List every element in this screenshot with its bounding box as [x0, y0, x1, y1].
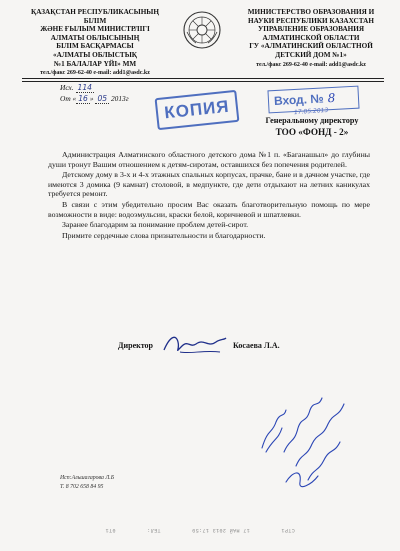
letterhead-line: «АЛМАТЫ ОБЛЫСТЫҚ	[53, 50, 137, 59]
letterhead-line: ДЕТСКИЙ ДОМ №1»	[275, 50, 347, 59]
signer-title: Директор	[118, 341, 153, 350]
copy-stamp: КОПИЯ	[155, 90, 240, 130]
incoming-stamp-number: 8	[327, 90, 336, 106]
body-paragraph: Администрация Алматинского областного детского дома №1 п. «Баганашыл» до глубины души тронут Вашим отношением к детям-сиротам, оставшихся без попечения родителей.	[48, 150, 370, 169]
body-paragraph: Заранее благодарим за понимание проблем детей-сирот.	[62, 220, 249, 230]
letterhead-line: УПРАВЛЕНИЕ ОБРАЗОВАНИЯ	[257, 25, 365, 34]
state-emblem-icon	[182, 10, 222, 50]
letterhead-divider	[22, 78, 384, 79]
letterhead-line: ЖӘНЕ ҒЫЛЫМ МИНИСТРЛІГІ	[40, 25, 150, 34]
fax-footer-part: 17 МАЙ 2013 17:50	[191, 527, 250, 533]
letterhead-line: ГУ «АЛМАТИНСКИЙ ОБЛАСТНОЙ	[249, 42, 373, 51]
outgoing-number-label: Исх.	[60, 83, 74, 92]
fax-footer-part: СТР1	[281, 527, 295, 533]
fax-transmission-footer	[0, 527, 400, 533]
letterhead-line: НАУКИ РЕСПУБЛИКИ КАЗАХСТАН	[248, 16, 374, 25]
letterhead-contact: тел./факс 269-62-40 e-mail: add1@asdc.kz	[256, 61, 366, 68]
addressee-organization: ТОО «ФОНД - 2»	[275, 126, 349, 137]
body-paragraph: Примите сердечные слова признательности и благодарности.	[62, 230, 266, 240]
signer-name: Косаева Л.А.	[233, 341, 280, 350]
letterhead-line: МИНИСТЕРСТВО ОБРАЗОВАНИЯ И	[247, 8, 375, 16]
outgoing-day: 16	[78, 94, 88, 103]
letter-body	[48, 150, 370, 241]
outgoing-date-label: От «	[60, 94, 77, 103]
incoming-stamp-date: 17.05.2013	[293, 106, 329, 117]
executor-info	[60, 474, 114, 492]
letterhead-line: АЛМАТЫ ОБЛЫСЫНЫҢ	[50, 33, 140, 42]
outgoing-reference: Исх. 114 От « 16 » 05 2013г	[60, 83, 129, 103]
fax-footer-part: 0Т1	[105, 527, 116, 533]
body-paragraph: Детскому дому в 3-х и 4-х этажных спальных корпусах, прачке, бане и в дачном участке, где имеются 3 домика (9 камнат) столовой, в медпункте, где дети отдыхают на летних каникулах требуется ремонт.	[48, 170, 370, 199]
letterhead-line: БІЛІМ БАСҚАРМАСЫ	[56, 42, 134, 51]
handwritten-resolution-icon	[256, 388, 356, 498]
executor-name: Исп:Альшагарова Л.Б	[60, 475, 115, 481]
letterhead-russian	[236, 8, 386, 69]
body-paragraph: В связи с этим убедительно просим Вас оказать благотворительную помощь по мере возможности в виде: водоэмульсии, краски белой, коричневой и шпатлевки.	[48, 199, 370, 219]
letterhead-contact: тел./факс 269-62-40 e-mail: add1@asdc.kz	[40, 70, 150, 77]
letterhead-line: ҚАЗАҚСТАН РЕСПУБЛИКАСЫНЫҢ БІЛІМ	[31, 8, 159, 25]
handwritten-signature-icon	[160, 328, 230, 358]
outgoing-number-value: 114	[77, 83, 93, 92]
addressee-title: Генеральному директору	[265, 116, 359, 125]
addressee-block	[242, 116, 382, 137]
outgoing-month: 05	[97, 94, 108, 103]
letterhead-line: АЛМАТИНСКОЙ ОБЛАСТИ	[262, 33, 360, 42]
fax-footer-part: ТЕЛ:	[146, 527, 161, 533]
executor-phone: Т. 8 702 658 84 95	[60, 484, 104, 490]
letterhead-kazakh	[26, 8, 164, 78]
letterhead-line: №1 БАЛАЛАР ҮЙІ» ММ	[53, 59, 137, 68]
outgoing-year: 2013г	[110, 94, 129, 103]
incoming-stamp-label: Вход. №	[273, 91, 325, 109]
